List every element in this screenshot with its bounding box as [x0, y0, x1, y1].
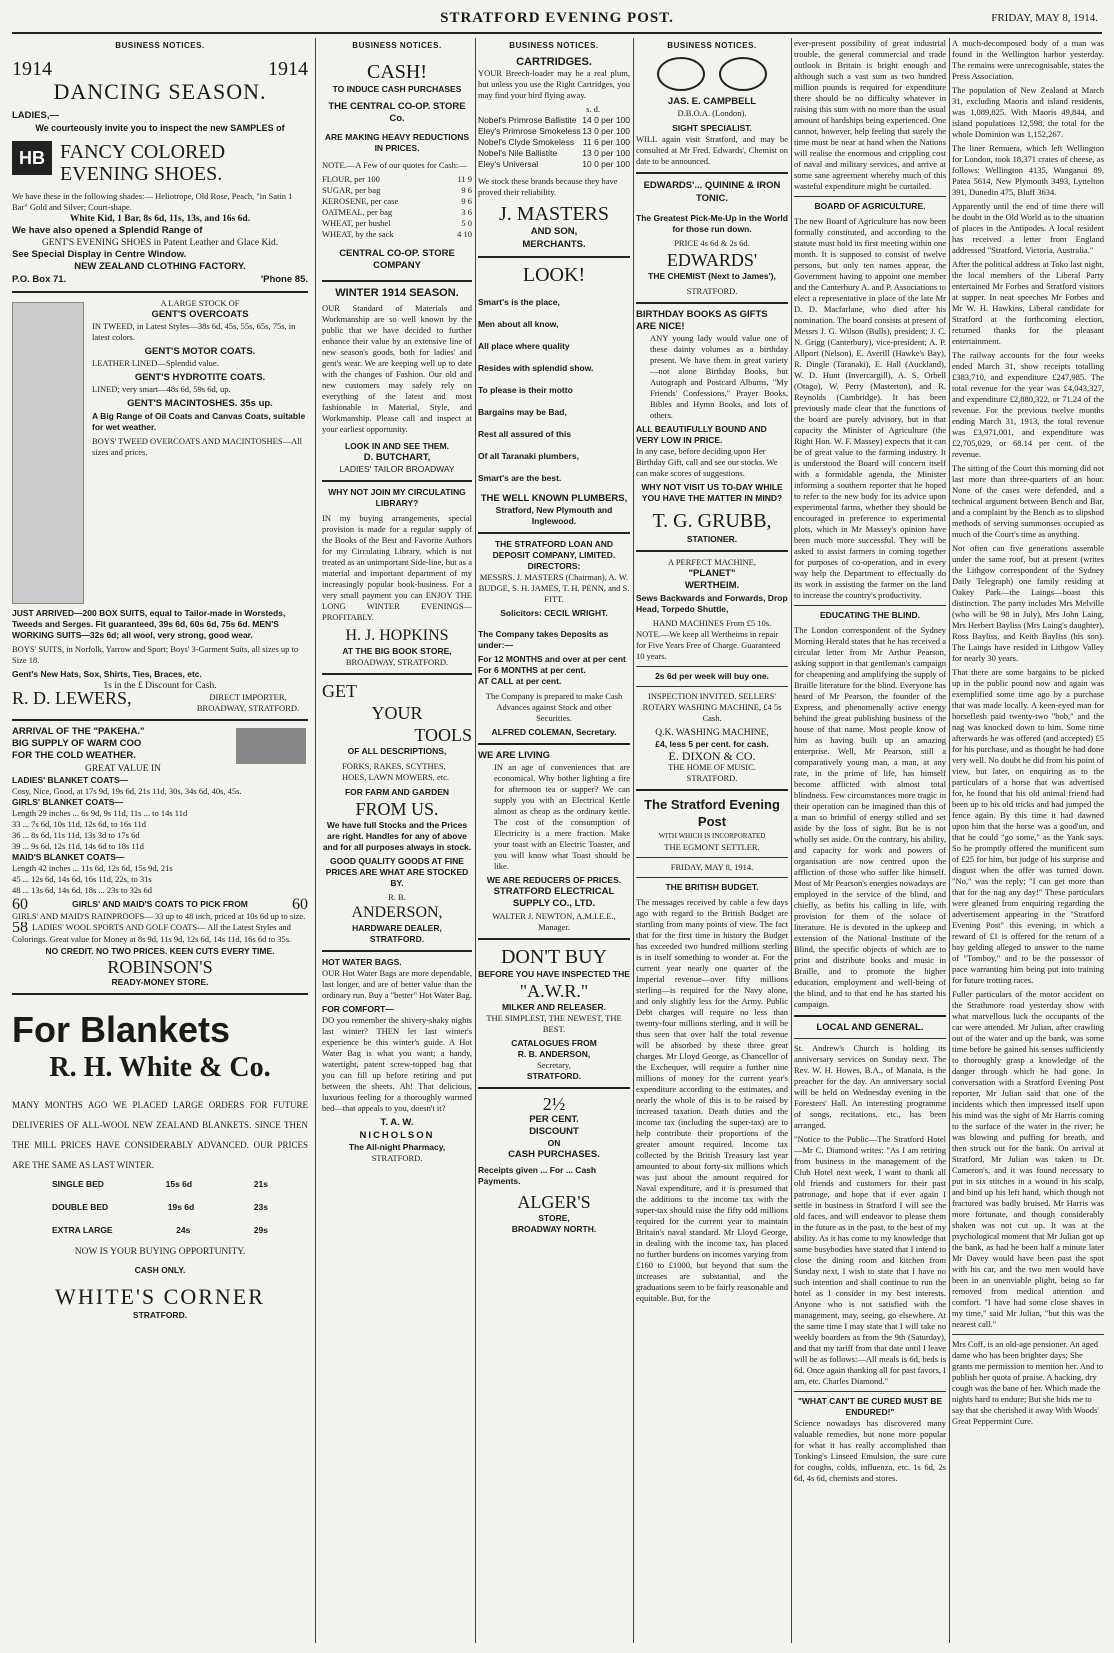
bigbook-text: AT THE BIG BOOK STORE, — [342, 646, 452, 657]
acrostic-line: All place where quality — [478, 340, 570, 351]
acrostic-line: Of all Taranaki plumbers, — [478, 450, 579, 461]
making-text: ARE MAKING HEAVY REDUCTIONS IN PRICES. — [324, 131, 470, 153]
bed-price: 15s 6d — [165, 1179, 193, 1190]
bed-price: 21s — [253, 1179, 268, 1190]
awr-heading: "A.W.R." — [519, 980, 589, 1001]
stratford-label: STRATFORD. — [686, 773, 738, 784]
cartridge-price: 11 6 per 100 — [582, 137, 630, 148]
for-blankets-heading: For Blankets — [12, 1009, 231, 1051]
stratford-label: STRATFORD. — [526, 1070, 582, 1081]
column-2-adverts — [322, 38, 472, 1643]
girls-maids-text: GIRLS' AND MAID'S COATS TO PICK FROM — [72, 899, 248, 910]
stock-text: We stock these brands because they have proved their reliability. — [478, 176, 618, 198]
local-body: St. Andrew's Church is holding its anniversary services on Sunday next. The Rev. W. H. Howes, B.A., of Manaia, is the preacher for the day. An anniversary social will be held on Wednesday evening in the Foresters' Hall. An interesting programme of songs, recitations, etc., has been arranged. — [794, 1043, 946, 1131]
settler-text: THE EGMONT SETTLER. — [664, 842, 760, 853]
hotwater-body: OUR Hot Water Bags are more dependable, last longer, and are of better value than the ordinary run. Buy a "better" Hot Water Bag. — [322, 968, 472, 1001]
newspaper-title: STRATFORD EVENING POST. — [440, 10, 674, 26]
price-value: 4 10 — [457, 228, 472, 239]
dboa-text: D.B.O.A. (London). — [677, 108, 747, 119]
girls-price-row: 36 ... 8s 6d, 11s 11d, 13s 3d to 17s 6d — [12, 829, 140, 840]
library-body: IN my buying arrangements, special provision is made for a regular supply of the Books of the Best and Favorite Authors for my Circulating Library, which is not treated as an unimportant Side-line, but as a material and important department of my increasingly popular book-business. For a very small payment you can ENJOY THE LONG WINTER EVENINGS—PROFITABLY. — [322, 513, 472, 623]
discount-text: DISCOUNT — [529, 1125, 579, 1137]
rhwhite-name: R. H. White & Co. — [49, 1052, 271, 1084]
incorporated-text: WITH WHICH IS INCORPORATED — [658, 832, 766, 841]
receipts-text: Receipts given ... For ... Cash Payments. — [478, 1165, 597, 1187]
campbell-name: JAS. E. CAMPBELL — [667, 96, 757, 108]
and-son-text: AND SON, — [530, 226, 578, 238]
tools-heading: TOOLS — [414, 725, 472, 746]
motor-heading: GENT'S MOTOR COATS. — [144, 346, 256, 358]
overcoats-intro: A LARGE STOCK OF — [160, 297, 240, 308]
news-paragraph: Fuller particulars of the motor accident on the Strathmore road yesterday show with what marvellous luck the occupants of the car were attended. Mr Julian, after crawling out of the water and up the bank, was some time before he gained his senses sufficiently to thoroughly grasp a knowledge of the danger through which he had gone. In conversation with a Stratford Evening Post reporter, Mr Julian said that one of the incidents which then impressed itself upon his mind was the sight of Mr Harris coming to the surface of the water in the river; he was blowing and puffing for breath, and then struck out for the bank. On arrival at Stratford, Mr Julian was taken to Dr. Cameron's, and it was found necessary to put in six stitches in a wound in his scalp, and bind up his left hand, which though not fractured was badly bruised. Mr Harris was more fortunate, and though considerably shaken was not cut up. It was at the psychological moment that Mr Julian got up the bank, as had he been half a minute later Mr Davey would have been past the spot with his car, and the two men would have been in an unenviable plight, being so far removed from medical attention and comfort. "I have had some close shaves in my time," said Mr Julian, "but this was the nearest call." — [952, 989, 1104, 1329]
bed-price: 19s 6d — [167, 1202, 195, 1213]
arrived-text: JUST ARRIVED—200 BOX SUITS, equal to Tailor-made in Worsteds, Tweeds and Serges. Fit guaranteed, 39s 6d, 60s 6d, 75s 6d. MEN'S WORKING SUITS—32s 6d; all wool, very strong, good wear. — [12, 607, 286, 640]
many-months-text: MANY MONTHS AGO WE PLACED LARGE ORDERS FOR FUTURE DELIVERIES OF ALL-WOOL NEW ZEALAND BLANKETS. SINCE THEN THE MILL PRICES HAVE CONSIDERABLY ADVANCED. OUR PRICES ARE THE SAME AS LAST WINTER. — [12, 1100, 308, 1171]
overcoat-illustration-icon — [12, 302, 84, 604]
discount-text: 1s in the £ Discount for Cash. — [103, 680, 217, 691]
cartridge-price: 14 0 per 100 — [582, 115, 630, 126]
price-value: 5 0 — [461, 217, 472, 228]
all-desc-text: OF ALL DESCRIPTIONS, — [347, 746, 447, 757]
directors-names: MESSRS. J. MASTERS (Chairman), A. W. BUDGE, S. H. JAMES, T. H. PENN, and S. FITT. — [478, 572, 630, 605]
boys-suits-text: BOYS' SUITS, in Norfolk, Yarrow and Sport; Boys' 3-Garment Suits, all sizes up to Size 18. — [12, 643, 299, 665]
column-4-adverts-news — [636, 38, 788, 1643]
why-not-text: WHY NOT VISIT US TO-DAY WHILE YOU HAVE THE MATTER IN MIND? — [641, 482, 783, 504]
column-1-adverts — [12, 38, 308, 1643]
price-item: FLOUR, per 100 — [322, 173, 380, 184]
agriculture-body: The new Board of Agriculture has now been formally constituted, and according to the statute must hold its first meeting within one month. It is supposed to consist of twelve persons, but only ten names appear, the Government having to appoint one member and the Canterbury A. and P. Associations to elect a representative in place of the late Mr D. D. Macfarlane, who died after his nomination. The board consists at present of Messrs J. G. Wilson (Bulls), president; J. C. N. Grigg (Canterbury), vice-president; A. P. Allport (Nelson), E. Averill (Hawke's Bay), R. Dingle (Taranaki), E. Hall (Auckland), W. D. Hunt (Invercargill), A. S. Orbell (Otago), W. Perry (Masterton), and R. Reynolds (Cambridge). It has been previously made clear that the functions of the board are purely advisory, but in that capacity the Minister of Agriculture (the Right Hon. W. F. Massey) expects that it can be of great value to the farming industry. It is understood the Board will concern itself with a formidable agenda, the Minister informing a southern reporter that he hoped to refer to the new body for its advice upon experimental farms, whether they should be encouraged in preference to experimental plots, which in Mr Massey's opinion have been much more successful. They will be asked to assist farmers in coming together for purposes of co-operation, and in every way help the Department to effectually do its work in assisting the farmer on the land to increase the country's productivity. — [794, 216, 946, 600]
column-rule — [475, 38, 476, 1643]
stationer-text: STATIONER. — [686, 534, 738, 545]
overcoats-heading: GENT'S OVERCOATS — [151, 308, 249, 320]
cartridge-price: 13 0 per 100 — [582, 126, 630, 137]
news-paragraph: The sitting of the Court this morning did not last more than three-quarters of an hour. None of the cases were defended, and a technical argument between Bench and Bar, and a complaint by the Bench as to slipshod methods of serving summonses occupied as much of the Court's time as anything. — [952, 463, 1104, 539]
gents-evening-text: GENT'S EVENING SHOES in Patent Leather and Glace Kid. — [41, 238, 279, 249]
planet-heading: "PLANET" — [688, 568, 736, 580]
price-item: WHEAT, per bushel — [322, 217, 391, 228]
leather-text: LEATHER LINED—Splendid value. — [92, 358, 219, 369]
boys-text: BOYS' TWEED OVERCOATS AND MACINTOSHES—All sizes and prices. — [92, 435, 302, 457]
newton-text: WALTER J. NEWTON, A.M.I.E.E., Manager. — [492, 910, 616, 932]
stratford-label: STRATFORD. — [132, 1309, 188, 1320]
taw-label: T. A. W. — [380, 1117, 414, 1129]
importer-text: DIRECT IMPORTER, BROADWAY, STRATFORD. — [196, 692, 300, 714]
ready-money-text: READY-MONEY STORE. — [111, 977, 209, 988]
towns-text: Stratford, New Plymouth and Inglewood. — [495, 505, 613, 527]
hand-machines-text: HAND MACHINES From £5 10s. — [652, 617, 772, 628]
girls-price-row: Length 29 inches ... 6s 9d, 9s 11d, 11s ... to 14s 11d — [12, 807, 188, 818]
column-rule — [791, 38, 792, 1643]
your-heading: YOUR — [371, 703, 423, 724]
dixon-name: E. DIXON & CO. — [668, 748, 756, 763]
winter-body: OUR Standard of Materials and Workmanship are so well known by the public that we have decided to further enhance their value by an extensive line of new season's goods, both for ladies' and gent's wear. We are keeping well up to date with the changes of Fashion. Our old and new customers may safely rely on everything of the latest and most fashionable in Material, Style, and Workmanship. Please call and inspect at your earliest opportunity. — [322, 303, 472, 435]
shades-text: We have these in the following shades:— Heliotrope, Old Rose, Peach, "in Satin 1 Bar" Gold and Silver; Court-shape. — [12, 190, 293, 212]
acrostic-line: Smart's are the best. — [478, 472, 562, 483]
home-music-text: THE HOME OF MUSIC. — [668, 762, 756, 773]
living-body: IN an age of conveniences that are economical. Why bother lighting a fire for afternoon tea or supper? We can supply you with an Electrical Kettle almost as cheap as the ordinary kettle. The cost of the consumption of Electricity is a mere fraction. Make your toast with an Electric Toaster, and you will know what Toast should be like. — [494, 762, 630, 872]
section-header: BUSINESS NOTICES. — [667, 41, 757, 50]
solicitors-text: Solicitors: CECIL WRIGHT. — [500, 608, 608, 619]
percent-text: PER CENT. — [529, 1113, 579, 1125]
hopkins-name: H. J. HOPKINS — [345, 627, 449, 645]
bed-label: DOUBLE BED — [52, 1202, 109, 1213]
chemist-text: THE CHEMIST (Next to James'), — [648, 270, 776, 281]
dancing-heading: DANCING SEASON. — [53, 79, 267, 105]
store-text: STORE, — [538, 1213, 570, 1224]
algers-name: ALGER'S — [517, 1192, 591, 1213]
column-rule — [315, 38, 316, 1643]
birthday-heading: BIRTHDAY BOOKS AS GIFTS ARE NICE! — [636, 308, 768, 333]
po-box: P.O. Box 71. — [12, 273, 67, 285]
factory-logo-icon: HB — [12, 141, 52, 175]
less-text: £4, less 5 per cent. for cash. — [655, 738, 769, 749]
cartridges-heading: CARTRIDGES. — [516, 56, 592, 69]
acrostic-line: Bargains may be Bad, — [478, 406, 567, 417]
rb-anderson-text: R. B. ANDERSON, — [517, 1048, 591, 1059]
stratford-label: STRATFORD. — [371, 1152, 423, 1163]
loan-heading: THE STRATFORD LOAN AND DEPOSIT COMPANY, LIMITED. — [492, 539, 616, 561]
dont-buy-heading: DON'T BUY — [500, 945, 607, 968]
nzcf-text: NEW ZEALAND CLOTHING FACTORY. — [74, 261, 246, 273]
also-text: We have also opened a Splendid Range of — [12, 224, 203, 236]
ladies-wool-text: LADIES' WOOL SPORTS AND GOLF COATS— All the Latest Styles and Colorings. Great value for Money at 8s 9d, 11s 9d, 12s 6d, 14s 11d, 16s 6d to 35s. — [12, 922, 292, 945]
qk-text: Q.K. WASHING MACHINE, — [655, 727, 769, 738]
blind-heading: EDUCATING THE BLIND. — [820, 610, 920, 620]
winter-heading: WINTER 1914 SEASON. — [335, 287, 459, 300]
notice-body: "Notice to the Public—The Stratford Hotel—Mr C. Diamond writes: "As I am retiring from business in the management of the Club Hotel next week, I want to thank all old friends and customers for their past patronage, and hope that if ever again I settle in business in Stratford I will see the old faces, and will endeavor to please them in the future as in the past, to the best of my ability. As it has come to my knowledge that some busybodies have stated that I intend to close the dining room and kitchen from Sunday next, I wish to state that I have no such intention and shall continue to run the hotel as I consider in my best interests. Anyone who is not satisfied with the management, may, seeing, go elsewhere. At the same time I may state that I will take no weekly boarders as from the 9th (Saturday), and that my tariff from that date until I leave will be as follows:—All meals is 6d, beds is 6d. Once again thanking all for past favors, I am, etc. Charles Diamond." — [794, 1134, 946, 1387]
pharmacy-text: The All-night Pharmacy, — [348, 1141, 446, 1152]
maids-price-row: 48 ... 13s 6d, 14s 6d, 18s ... 23s to 32s 6d — [12, 884, 153, 895]
now-text: NOW IS YOUR BUYING OPPORTUNITY. — [74, 1247, 246, 1258]
milker-text: MILKER AND RELEASER. — [501, 1001, 607, 1012]
bed-price: 29s — [253, 1225, 268, 1236]
issue-date-text: FRIDAY, MAY 8, 1914. — [670, 862, 754, 873]
call-text: AT CALL at per cent. — [478, 676, 562, 687]
rainproofs-text: GIRLS' AND MAID'S RAINPROOFS— 33 up to 48 inch, priced at 10s 6d up to size. — [12, 911, 306, 922]
hotwater-heading: HOT WATER BAGS. — [322, 957, 402, 968]
cartridge-name: Eley's Universal — [478, 159, 539, 170]
stratford-label: STRATFORD. — [369, 934, 425, 945]
news-paragraph: A much-decomposed body of a man was found in the Wellington harbor yesterday. The remains were unrecognisable, states the Press Association. — [952, 38, 1104, 81]
central-text: THE CENTRAL CO-OP. STORE Co. — [328, 101, 466, 125]
ladies-label: LADIES,— — [12, 110, 59, 122]
price-item: WHEAT, by the sack — [322, 228, 394, 239]
broadway-north-text: BROADWAY NORTH. — [511, 1224, 597, 1235]
tweed-text: IN TWEED, in Latest Styles—38s 6d, 45s, 55s, 65s, 75s, in latest colors. — [92, 321, 296, 343]
column-6-news — [952, 38, 1104, 1643]
local-heading: LOCAL AND GENERAL. — [816, 1022, 924, 1033]
merchants-text: MERCHANTS. — [522, 238, 586, 250]
get-heading: GET — [322, 681, 357, 702]
maids-blanket-heading: MAID'S BLANKET COATS— — [12, 851, 125, 862]
display-text: See Special Display in Centre Window. — [12, 249, 187, 261]
from-us-heading: FROM US. — [355, 799, 439, 820]
acrostic-line: Rest all assured of this — [478, 428, 572, 439]
girls-price-row: 39 ... 9s 6d, 12s 11d, 14s 6d to 18s 11d — [12, 840, 144, 851]
budget-body: The messages received by cable a few days ago with regard to the British Budget are startling from many points of view. The fact that for the first time in history the Budget has exceeded two hundred millions sterling is in itself something to wonder at. For the current year nearly one quarter of the Imperial revenue—over fifty millions sterling—is required for the Navy alone, and only slightly less for the Army. Public Debt charges will require no less than twenty-four millions sterling, and it will be thus seen that over half the total revenue will be absorbed by these three great charges. Mr Lloyd George, as Chancellor of the Exchequer, will require a further nine millions of money for the current year's expenditure according to the estimates, and nearly the whole of this is to be raised by increased taxation. Death duties and the income tax (including the super-tax) are to help contribute their proportions of the greater amount required. Income tax collected by the British Treasury last year amounted to about forty-six millions which was just about the amount required for Naval expenditure, and it is presumed that the additions to the income tax with the super-tax should raise the fifty odd millions required for the current year to maintain Britain's naval standard. Mr Lloyd George, in dealing with the income tax, has placed no further burdens on incomes varying from £160 to £1000, but beyond that sum the increases are substantial, and the graduations seem to be fairly reasonable and equitable. But, for the — [636, 897, 788, 1304]
news-paragraph: Apparently until the end of time there will be doubt in the Old World as to the situation of places in the Antipodes. A local resident has received a letter from England addressed "Stratford, Victoria, Australia." — [952, 201, 1104, 255]
weekly-text: 2s 6d per week will buy one. — [655, 670, 769, 681]
column-rule — [633, 38, 634, 1643]
sep-title: The Stratford Evening Post — [644, 797, 780, 830]
price-item: KEROSENE, per case — [322, 195, 399, 206]
cartridge-name: Eley's Primrose Smokeless — [478, 126, 581, 137]
anycase-text: In any case, before deciding upon Her Birthday Gift, call and see our stocks. We can make scores of suggestions. — [636, 446, 778, 479]
maids-price-row: Length 42 inches ... 11s 6d, 12s 6d, 15s 9d, 21s — [12, 862, 173, 873]
news-paragraph: The population of New Zealand at March 31, excluding Maoris and island residents, was 1,089,825. With Maoris 49,844, and island populations 12,598, the total for the whole Dominion was 1,152,267. — [952, 85, 1104, 139]
whites-corner-name: WHITE'S CORNER — [55, 1283, 265, 1309]
spectacles-icon — [657, 56, 767, 92]
lined-text: LINED; very smart—48s 6d, 59s 6d, up. — [92, 384, 231, 395]
hats-text: Gent's New Hats, Sox, Shirts, Ties, Braces, etc. — [12, 668, 202, 679]
keep-text: NOTE.—We keep all Wertheims in repair for Five Years Free of Charge. Guaranteed 10 years. — [636, 628, 781, 661]
girls-blanket-heading: GIRLS' BLANKET COATS— — [12, 796, 123, 807]
hardware-text: HARDWARE DEALER, — [352, 923, 442, 934]
birthday-body: ANY young lady would value one of these dainty volumes as a birthday present. We have them in great variety—not alone Birthday Books, but Autograph and Postcard Albums, "My Friends' Confessions," Prayer Books, Bibles and Hymn Books, and lots of others. — [650, 333, 788, 421]
acrostic-line: Men about all know, — [478, 318, 559, 329]
broadway-text: BROADWAY, STRATFORD. — [345, 657, 449, 668]
price-item: SUGAR, per bag — [322, 184, 381, 195]
masters-name: J. MASTERS — [498, 203, 610, 226]
sixty-right: 60 — [292, 895, 308, 913]
issue-date: FRIDAY, MAY 8, 1914. — [991, 12, 1098, 24]
section-header: BUSINESS NOTICES. — [509, 41, 599, 50]
edwards-name: EDWARDS' — [666, 249, 758, 270]
lewers-name: R. D. LEWERS, — [12, 692, 132, 709]
library-heading: WHY NOT JOIN MY CIRCULATING LIBRARY? — [328, 487, 466, 509]
bound-text: ALL BEAUTIFULLY BOUND AND VERY LOW IN PRICE. — [636, 424, 767, 446]
rb-label: R. B. — [388, 892, 406, 903]
sight-heading: SIGHT SPECIALIST. — [672, 123, 752, 134]
column-rule — [949, 38, 950, 1643]
price-value: 9 6 — [461, 184, 472, 195]
note-text: NOTE.—A Few of our quotes for Cash:— — [322, 159, 467, 170]
bed-label: EXTRA LARGE — [52, 1225, 113, 1236]
perfect-text: A PERFECT MACHINE, — [668, 557, 756, 568]
deposits-text: The Company takes Deposits as under:— — [478, 629, 609, 651]
comfort-heading: FOR COMFORT— — [322, 1004, 394, 1015]
news-paragraph: The railway accounts for the four weeks ended March 31, show receipts totalling £383,710, and expenditure £247,985. The total revenue for the year was £4,043,327, and expenditure £2,880,322, or 71.24 of the revenue. For the previous twelve months ending March 31, 1913, the total revenue was £3,971,001, and expenditure was £2,705,029, or 68.14 per cent. of the revenue. — [952, 350, 1104, 459]
cart-column-head: s. d. — [586, 104, 600, 115]
advances-text: The Company is prepared to make Cash Advances against Stock and other Securities. — [485, 691, 623, 724]
mack-heading: GENT'S MACINTOSHES. 35s up. — [127, 398, 273, 410]
look-heading: LOOK! — [522, 263, 586, 286]
wertheim-heading: WERTHEIM. — [684, 580, 740, 592]
months6-text: For 6 MONTHS at per cent. — [478, 665, 586, 676]
maids-price-row: 45 ... 12s 6d, 14s 6d, 16s 11d, 22s, to 31s — [12, 873, 152, 884]
tool-list: FORKS, RAKES, SCYTHES, HOES, LAWN MOWERS, etc. — [342, 761, 449, 783]
electrical-name: STRATFORD ELECTRICAL SUPPLY CO., LTD. — [493, 886, 615, 910]
hydrotite-heading: GENT'S HYDROTITE COATS. — [134, 372, 266, 384]
look-text: LOOK IN AND SEE THEM. — [344, 441, 450, 452]
section-header: BUSINESS NOTICES. — [352, 41, 442, 50]
cartridge-price: 10 0 per 100 — [582, 159, 630, 170]
year-left: 1914 — [12, 58, 52, 81]
months12-text: For 12 MONTHS and over at per cent — [478, 654, 626, 665]
stocks-text: We have full Stocks and the Prices are right. Handles for any of above and for all purposes always in stock. — [322, 820, 472, 853]
fancy-shoes-heading: FANCY COLORED EVENING SHOES. — [60, 140, 226, 185]
news-paragraph: Not often can five generations assemble under the same roof, but at present (writes the Lithgow correspondent of the Sydney Daily Telegraph) one family residing at Oakey Park—the Laings—boast this distinction. The party includes Mrs Melville (who will be 98 in July), Mrs John Laing, Mrs Herbert Bayliss (Mrs Laing's daughter), Ross Bayliss, and Keith Bayliss (his son). The Laings have resided in Lithgow Valley for nearly 30 years. — [952, 543, 1104, 663]
pickme-text: The Greatest Pick-Me-Up in the World for those run down. — [636, 212, 788, 234]
directors-label: DIRECTORS: — [527, 561, 581, 572]
cash-purchases-text: CASH PURCHASES. — [508, 1149, 600, 1161]
great-value: GREAT VALUE IN — [84, 763, 161, 774]
acrostic-line: To please is their motto — [478, 384, 573, 395]
acrostic-line: Resides with splendid show. — [478, 362, 594, 373]
cold-text: FOR THE COLD WEATHER. — [12, 750, 136, 762]
secretary-text: Secretary, — [537, 1059, 571, 1070]
price-item: OATMEAL, per bag — [322, 206, 393, 217]
budget-continued: ever-present possibility of great industrial trouble, the general commercial and trade outlook in Britain is bright enough and although such a vast sum as two hundred million pounds is required for expenditure there should be no difficulty whatever in raising this sum with no more than the usual amount of hardships being experienced. One cannot, however, help feeling that surely the time must be near at hand when the Nations will realise the enormous and crippling cost of naval and military services, and arrive at some sane agreement whereby much of this wasteful expenditure might be curtailed. — [794, 38, 946, 191]
robinson-name: ROBINSON'S — [107, 957, 213, 978]
oilcoats-text: A Big Range of Oil Coats and Canvas Coats, suitable for wet weather. — [92, 410, 306, 432]
nicholson-name: NICHOLSON — [359, 1129, 435, 1141]
cured-heading: "WHAT CAN'T BE CURED MUST BE ENDURED!" — [797, 1396, 943, 1418]
butchart-name: D. BUTCHART, — [363, 452, 431, 464]
living-heading: WE ARE LIVING — [478, 750, 550, 762]
cash-heading: CASH! — [366, 61, 427, 84]
before-text: BEFORE YOU HAVE INSPECTED THE — [478, 968, 630, 979]
induce-text: TO INDUCE CASH PURCHASES — [332, 84, 462, 95]
central-co-op-text: CENTRAL CO-OP. STORE COMPANY — [339, 247, 455, 271]
phone: 'Phone 85. — [260, 273, 308, 285]
cartridge-name: Nobel's Clyde Smokeless — [478, 137, 575, 148]
masthead — [12, 6, 1102, 34]
sixty-left: 60 — [12, 895, 28, 913]
pakeha-heading: ARRIVAL OF THE "PAKEHA." — [12, 726, 145, 738]
white-kid-text: White Kid, 1 Bar, 8s 6d, 11s, 13s, and 16s 6d. — [69, 213, 251, 224]
news-paragraph: The liner Remuera, which left Wellington for London, took 18,371 crates of cheese, as follows: Wellington 4135, Wanganui 89, Patea 5614, New Plymouth 3493, Lyttelton 391, Dunedin 475, Bluff 3634. — [952, 143, 1104, 197]
news-paragraph: Mrs Coff, is an old-age pensioner. An aged dame who has been brighter days; She grants me permission to mention her. And to publish her quota of praise. A hacking, dry cough was the bane of her. Which made the nights hard to endure; But she bids me to say that she cherished it away With Woods' Great Peppermint Cure. — [952, 1339, 1104, 1426]
cartridge-price: 13 0 per 100 — [582, 148, 630, 159]
well-known-text: THE WELL KNOWN PLUMBERS, — [480, 492, 628, 504]
news-paragraph: That there are some bargains to be picked up in the public pound now and again was exemplified some time ago by a purchase that was made locally. A keen-eyed man for horseflesh paid twenty-two "bob," and the nag was knocked down to him. Some time afterwards he was offered (and accepted) £5 for his purchase, and as thought he had done very well. No doubt he did from his point of view, but later, on enquiring as to the particulars of a horse that was advertised for, he found that his old animal friend had been up to his old tricks and had jumped the fence again. By this time it had dawned upon him that the horse was a good'un, and that he could "go some," as the Yank says. So he promptly offered the munificent sum of £25 for him, but judge of his surprise and disgust when the offer was turned down. "No," was the reply; "I can get more than that for the nag any day!" These particulars were gleaned from enquiring regarding the advertisement appearing in the "Stratford Evening Post" this evening, in which a reward of £1 is offered for the return of a bay gelding alleged to answer to the name of "Tomboy," and to be the possessor of pace warranting him being put into training for future trotting races. — [952, 667, 1104, 985]
ladies-tailor-text: LADIES' TAILOR BROADWAY — [339, 464, 455, 475]
bed-price: 24s — [176, 1225, 191, 1236]
cosy-text: Cosy, Nice, Good, at 17s 9d, 19s 6d, 21s 11d, 30s, 34s 6d, 40s, 45s. — [12, 785, 242, 796]
supply-text: BIG SUPPLY OF WARM COO — [12, 738, 142, 750]
price-text: PRICE 4s 6d & 2s 6d. — [674, 237, 750, 248]
year-right: 1914 — [268, 58, 308, 81]
news-paragraph: After the political address at Toko last night, the local members of the Liberal Party entertained Mr Forbes and Stratford visitors at supper. In neat speeches Mr Forbes and Mr W. H. Hawkins, Liberal candidate for Stratford at the forthcoming election, returned thanks for the pleasant entertainment. — [952, 259, 1104, 346]
on-text: ON — [547, 1138, 561, 1149]
twohalf-heading: 2½ — [542, 1093, 566, 1114]
reducers-text: WE ARE REDUCERS OF PRICES. — [486, 875, 622, 886]
simplest-text: THE SIMPLEST, THE NEWEST, THE BEST. — [486, 1012, 622, 1034]
cartridge-name: Nobel's Primrose Ballistite — [478, 115, 577, 126]
grubb-name: T. G. GRUBB, — [652, 510, 772, 533]
farm-text: FOR FARM AND GARDEN — [344, 787, 450, 798]
price-value: 9 6 — [461, 195, 472, 206]
anderson-name: ANDERSON, — [351, 904, 443, 922]
coleman-text: ALFRED COLEMAN, Secretary. — [491, 727, 617, 738]
column-5-news — [794, 38, 946, 1643]
price-value: 3 6 — [461, 206, 472, 217]
cartridges-body: YOUR Breech-loader may be a real plum, but unless you use the Right Cartridges, you may find your bird flying away. — [478, 68, 630, 101]
cured-body: Science nowadays has discovered many valuable remedies, but none more popular for what it has really accomplished than Tonking's Linseed Emulsion, the sure cure for coughs, colds, influenza, etc. 1s 6d, 2s 6d, 4s 6d, chemists and stores. — [794, 1418, 946, 1484]
sews-text: Sews Backwards and Forwards, Drop Head, Torpedo Shuttle, — [636, 592, 788, 614]
edwards-quinine-heading: EDWARDS'... QUININE & IRON TONIC. — [643, 180, 781, 204]
girls-price-row: 33 ... 7s 6d, 10s 11d, 12s 6d, to 16s 11d — [12, 818, 146, 829]
comfort-body: DO you remember the shivery-shaky nights last winter? THEN let last winter's experience be this winter's guide. A Hot Water Bag is what you want; a handy, watertight, patent screw-topped bag that you can fill up before retiring and put between the sheets. Ah! That delicious, luxurious feeling for a thoroughly warmed bed—that appeals to you, doesn't it? — [322, 1015, 472, 1114]
invite-text: We courteously invite you to inspect the new SAMPLES of — [35, 123, 285, 134]
fiftyeight-number: 58 — [12, 922, 28, 937]
bed-label: SINGLE BED — [52, 1179, 104, 1190]
column-3-adverts — [478, 38, 630, 1643]
cartridge-name: Nobel's Nile Ballistite — [478, 148, 558, 159]
acrostic-line: Smart's is the place, — [478, 296, 560, 307]
catalogues-text: CATALOGUES FROM — [511, 1037, 597, 1048]
blind-body: The London correspondent of the Sydney Morning Herald states that he has received a circular letter from Mr Arthur Pearson, asking support in that gentleman's campaign for cheapening and amplifying the supply of Braille literature for the blind. Everyone has heard of Mr Pearson, the founder of the Express, and phenomenally active energy behind the great publishing business of the house of that name. Most people know of him as having built up an amazing enterprise. Well, Mr Pearson, still a comparatively young man, a man, at any rate, in the prime of life, has himself become afflicted with almost total blindness. Few circumstances more tragic in their operation can be imagined than this of a man so brimful of energy stilled and set aside by the loss of sight. But he is not wholly set aside. On the contrary, his ability, and capacity for work and powers of organisation are now centred upon the affliction of those who suffer like himself. Most of Mr Pearson's energies nowadays are employed in the service of the blind, and chiefly, as befits his calling in life, with provision for them of the solace of literature. He is devoted in the upkeep and extension of the National Institute of the Blind, the specific objects of which are to print and distribute books and music in Braille, and to promote the higher education, employment and well-being of the blind, and to that end he has started his campaign. — [794, 625, 946, 1009]
price-value: 11 9 — [457, 173, 472, 184]
ladies-blanket-heading: LADIES' BLANKET COATS— — [12, 774, 129, 785]
budget-heading: THE BRITISH BUDGET. — [665, 882, 759, 893]
section-header: BUSINESS NOTICES. — [115, 41, 205, 50]
cash-only-text: CASH ONLY. — [134, 1264, 186, 1275]
no-credit-text: NO CREDIT. NO TWO PRICES. KEEN CUTS EVERY TIME. — [45, 946, 275, 957]
inspection-text: INSPECTION INVITED. SELLERS' ROTARY WASHING MACHINE, £4 5s Cash. — [642, 690, 782, 723]
agriculture-heading: BOARD OF AGRICULTURE. — [814, 201, 926, 211]
good-quality-text: GOOD QUALITY GOODS AT FINE PRICES ARE WHAT ARE STOCKED BY. — [325, 856, 469, 889]
bed-price: 23s — [253, 1202, 268, 1213]
stratford-label: STRATFORD. — [686, 285, 738, 296]
sight-body: WILL again visit Stratford, and may be consulted at Mr Fred. Edwards', Chemist on date to be announced. — [636, 134, 788, 167]
ship-illustration-icon — [236, 728, 306, 764]
